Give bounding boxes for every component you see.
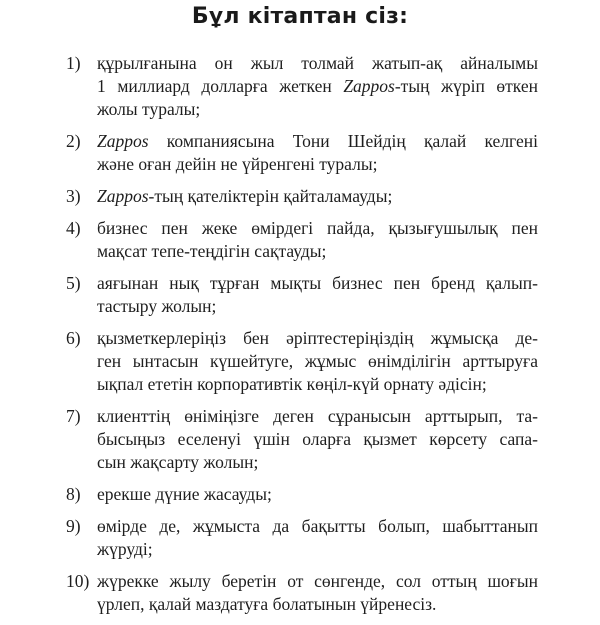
item-number: 6) — [66, 328, 81, 348]
item-number: 10) — [66, 571, 90, 591]
item-line: құрылғанына он жыл толмай жатып-ақ айналымы — [97, 53, 538, 73]
list-item — [0, 185, 600, 208]
item-line: ерекше дүние жасауды; — [97, 484, 272, 504]
item-number: 5) — [66, 273, 81, 293]
item-line: клиенттің өніміңізге деген сұранысын арттырып, та- — [97, 406, 538, 426]
list-item — [0, 515, 600, 561]
item-line — [97, 130, 538, 153]
item-line: үрлеп, қалай маздатуға болатынын үйренесіз. — [97, 594, 437, 614]
benefits-list — [0, 52, 600, 625]
list-item — [0, 272, 600, 318]
item-text: 1 миллиард долларға жеткен — [97, 76, 344, 96]
item-line: тастыру жолын; — [97, 296, 217, 316]
item-line: мақсат тепе-теңдігін сақтауды; — [97, 241, 327, 261]
list-item — [0, 217, 600, 263]
item-number: 4) — [66, 218, 81, 238]
item-line: жүруді; — [97, 539, 153, 559]
item-line: және оған дейін не үйренгені туралы; — [97, 154, 378, 174]
item-line: бысыңыз еселенуі үшін оларға қызмет көрсету сапа- — [97, 429, 538, 449]
item-line: өмірде де, жұмыста да бақытты болып, шабыттанып — [97, 516, 538, 536]
item-line: жүрекке жылу беретін от сөнгенде, сол оттың шоғын — [97, 571, 538, 591]
item-text: компаниясына Тони Шейдің қалай келгені — [148, 131, 538, 151]
brand-name: Zappos — [97, 131, 149, 151]
item-line: бизнес пен жеке өмірдегі пайда, қызығушылық пен — [97, 218, 538, 238]
list-item — [0, 52, 600, 121]
brand-name: Zappos — [97, 186, 149, 206]
item-text: -тың жүріп өткен — [394, 76, 539, 96]
item-number: 7) — [66, 406, 81, 426]
item-line: жолы туралы; — [97, 99, 201, 119]
list-item — [0, 327, 600, 396]
item-number: 1) — [66, 53, 81, 73]
item-line: аяғынан нық тұрған мықты бизнес пен бренд қалып- — [97, 273, 538, 293]
item-number: 2) — [66, 131, 81, 151]
item-line: қызметкерлеріңіз бен әріптестеріңіздің жұмысқа де- — [97, 328, 538, 348]
list-item — [0, 405, 600, 474]
item-line — [97, 75, 538, 98]
item-text: -тың қателіктерін қайталамауды; — [148, 186, 393, 206]
item-line: ықпал ететін корпоративтік көңіл-күй орнату әдісін; — [97, 374, 487, 394]
list-item — [0, 483, 600, 506]
item-line: сын жақсарту жолын; — [97, 452, 259, 472]
list-item — [0, 570, 600, 616]
page-heading: Бұл кітаптан сіз: — [191, 4, 409, 29]
brand-name: Zappos — [343, 76, 395, 96]
item-number: 9) — [66, 516, 81, 536]
list-item — [0, 130, 600, 176]
item-line: ген ынтасын күшейтуге, жұмыс өнімділігін арттыруға — [97, 351, 538, 371]
item-number: 3) — [66, 186, 81, 206]
item-number: 8) — [66, 484, 81, 504]
item-line — [97, 185, 538, 208]
